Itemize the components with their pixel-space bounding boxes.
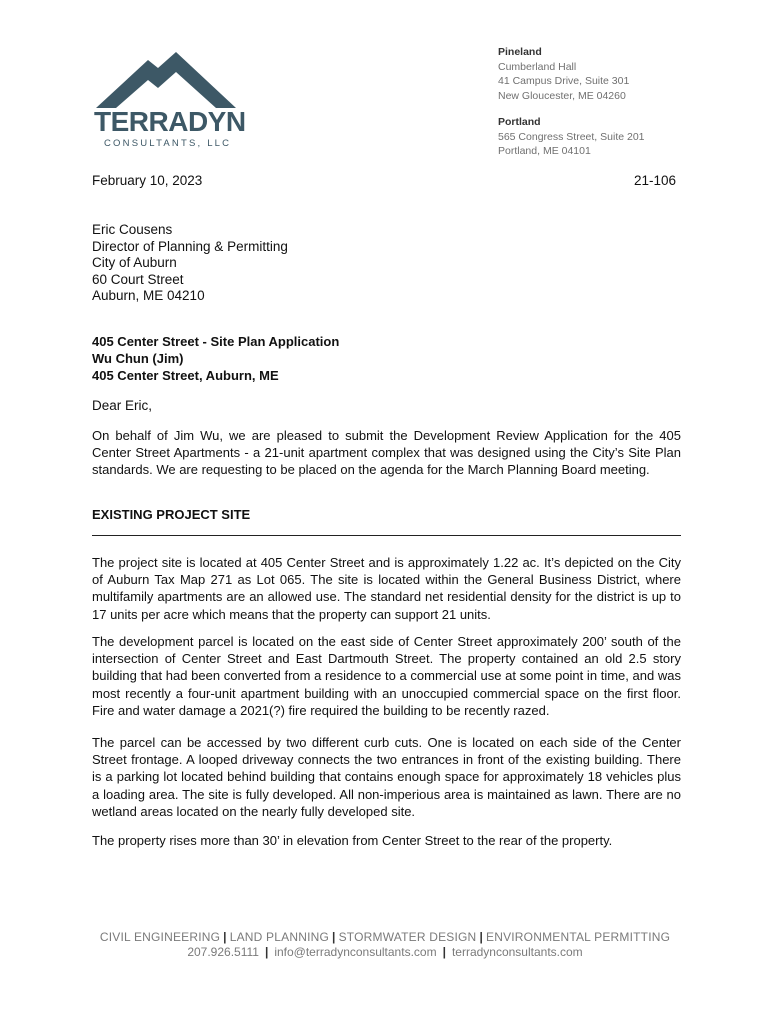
subject-line: 405 Center Street, Auburn, ME (92, 368, 279, 383)
subject-line: Wu Chun (Jim) (92, 351, 184, 366)
footer-service: LAND PLANNING (229, 930, 330, 944)
footer-website[interactable]: terradynconsultants.com (451, 945, 583, 959)
body-paragraph: The development parcel is located on the east side of Center Street approximately 200’ south of the intersection of Center Street and East Dartmouth Street. The property contained an old 2.5 story building that had been converted from a residence to a commercial use at some point in time, and was most recently a four-unit apartment building with an unoccupied commercial space on the first floor. Fire and water damage a 2021(?) fire required the building to be recently razed. (92, 634, 681, 718)
project-number: 21-106 (633, 173, 676, 188)
body-paragraph: The project site is located at 405 Center Street and is approximately 1.22 ac. It’s depicted on the City of Auburn Tax Map 271 as Lot 065. The site is located within the General Business District, where multifamily apartments are an allowed use. The standard net residential density for the district is up to 17 units per acre which means that the property can support 21 units. (92, 555, 681, 622)
salutation: Dear Eric, (92, 398, 153, 413)
footer-services (0, 930, 770, 944)
recipient-line: 60 Court Street (92, 271, 184, 287)
recipient-address (92, 222, 288, 305)
footer-contact (0, 945, 770, 959)
footer-service: STORMWATER DESIGN (338, 930, 477, 944)
body-paragraph: The parcel can be accessed by two different curb cuts. One is located on each side of the Center Street frontage. A looped driveway connects the two entrances in front of the existing building. There is a parking lot located behind building that contains enough space for approximately 18 vehicles plus a loading area. The site is fully developed. All non-imperious area is maintained as lawn. There are no wetland areas located on the nearly fully developed site. (92, 735, 681, 819)
office-name: Pineland (498, 46, 542, 58)
recipient-line: Auburn, ME 04210 (92, 288, 205, 303)
company-logo (92, 50, 246, 152)
footer-email[interactable]: info@terradynconsultants.com (274, 945, 437, 959)
subject-block (92, 333, 339, 384)
letter-date: February 10, 2023 (92, 173, 203, 188)
footer-service: ENVIRONMENTAL PERMITTING (486, 930, 671, 944)
body-paragraph: The property rises more than 30’ in elevation from Center Street to the rear of the property. (92, 833, 613, 848)
office-line: New Gloucester, ME 04260 (498, 89, 626, 102)
footer-separator: | (332, 930, 336, 944)
footer-separator: | (264, 945, 269, 959)
recipient-line: Director of Planning & Permitting (92, 238, 288, 254)
office-line: Portland, ME 04101 (498, 145, 591, 157)
recipient-line: Eric Cousens (92, 222, 173, 237)
office-line: 565 Congress Street, Suite 201 (498, 130, 645, 143)
recipient-line: City of Auburn (92, 255, 177, 270)
office-addresses (498, 45, 738, 159)
section-heading: EXISTING PROJECT SITE (92, 507, 251, 522)
footer-service: CIVIL ENGINEERING (99, 930, 221, 944)
footer-separator: | (479, 930, 483, 944)
subject-line: 405 Center Street - Site Plan Application (92, 334, 340, 349)
office-name: Portland (498, 116, 541, 128)
intro-paragraph: On behalf of Jim Wu, we are pleased to submit the Development Review Application for the 405 Center Street Apartments - a 21-unit apartment complex that was designed using the City’s Site Plan standards. We are requesting to be placed on the agenda for the March Planning Board meeting. (92, 428, 681, 478)
footer-phone: 207.926.5111 (187, 945, 259, 959)
section-divider (92, 535, 681, 536)
logo-subtitle: CONSULTANTS, LLC (104, 138, 232, 149)
office-line: 41 Campus Drive, Suite 301 (498, 75, 630, 87)
office-line: Cumberland Hall (498, 60, 577, 73)
footer-separator: | (223, 930, 227, 944)
footer-separator: | (442, 945, 446, 959)
logo-wordmark: TERRADYN (94, 106, 246, 137)
mountain-logo-icon (96, 50, 236, 110)
